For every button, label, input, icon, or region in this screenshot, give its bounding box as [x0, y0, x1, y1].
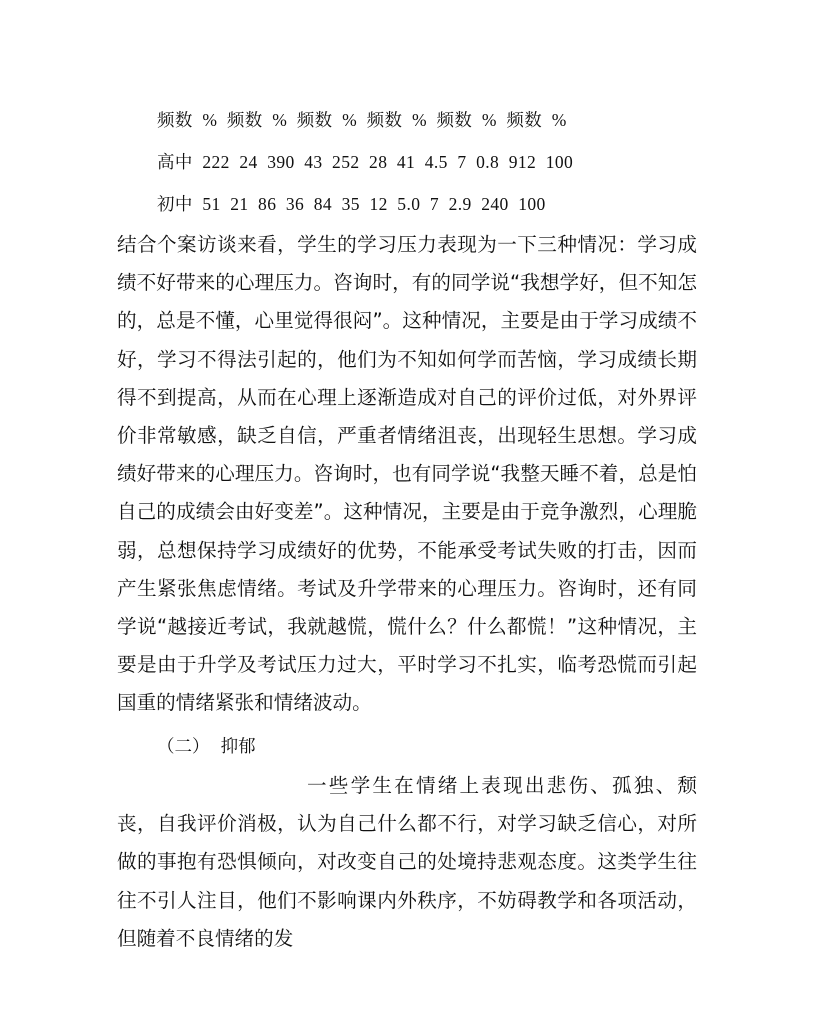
body-paragraph-depression: 一些学生在情绪上表现出悲伤、孤独、颓丧，自我评价消极，认为自己什么都不行，对学习缺乏信心，对所做的事抱有恐惧倾向，对改变自己的处境持悲观态度。这类学生往往不引人注目，他们不影响课内外秩序，不妨碍教学和各项活动，但随着不良情绪的发: [117, 774, 697, 950]
table-row-high-school: 高中 222 24 390 43 252 28 41 4.5 7 0.8 912 100: [157, 152, 574, 172]
table-row-middle-school: 初中 51 21 86 36 84 35 12 5.0 7 2.9 240 100: [157, 194, 546, 214]
section-heading-depression: （二） 抑郁: [157, 737, 256, 757]
table-header-row: 频数 % 频数 % 频数 % 频数 % 频数 % 频数 %: [157, 110, 567, 130]
body-paragraph-study-pressure: 结合个案访谈来看，学生的学习压力表现为一下三种情况：学习成绩不好带来的心理压力。咨询时，有的同学说“我想学好，但不知怎的，总是不懂，心里觉得很闷”。这种情况，主要是由于学习成绩不好，学习不得法引起的，他们为不知如何学而苦恼，学习成绩长期得不到提高，从而在心理上逐渐造成对自己的评价过低，对外界评价非常敏感，缺乏自信，严重者情绪沮丧，出现轻生思想。学习成绩好带来的心理压力。咨询时，也有同学说“我整天睡不着，总是怕自己的成绩会由好变差”。这种情况，主要是由于竞争激烈，心理脆弱，总想保持学习成绩好的优势，不能承受考试失败的打击，因而产生紧张焦虑情绪。考试及升学带来的心理压力。咨询时，还有同学说“越接近考试，我就越慌，慌什么？什么都慌！”这种情况，主要是由于升学及考试压力过大，平时学习不扎实，临考恐慌而引起国重的情绪紧张和情绪波动。: [117, 233, 697, 715]
